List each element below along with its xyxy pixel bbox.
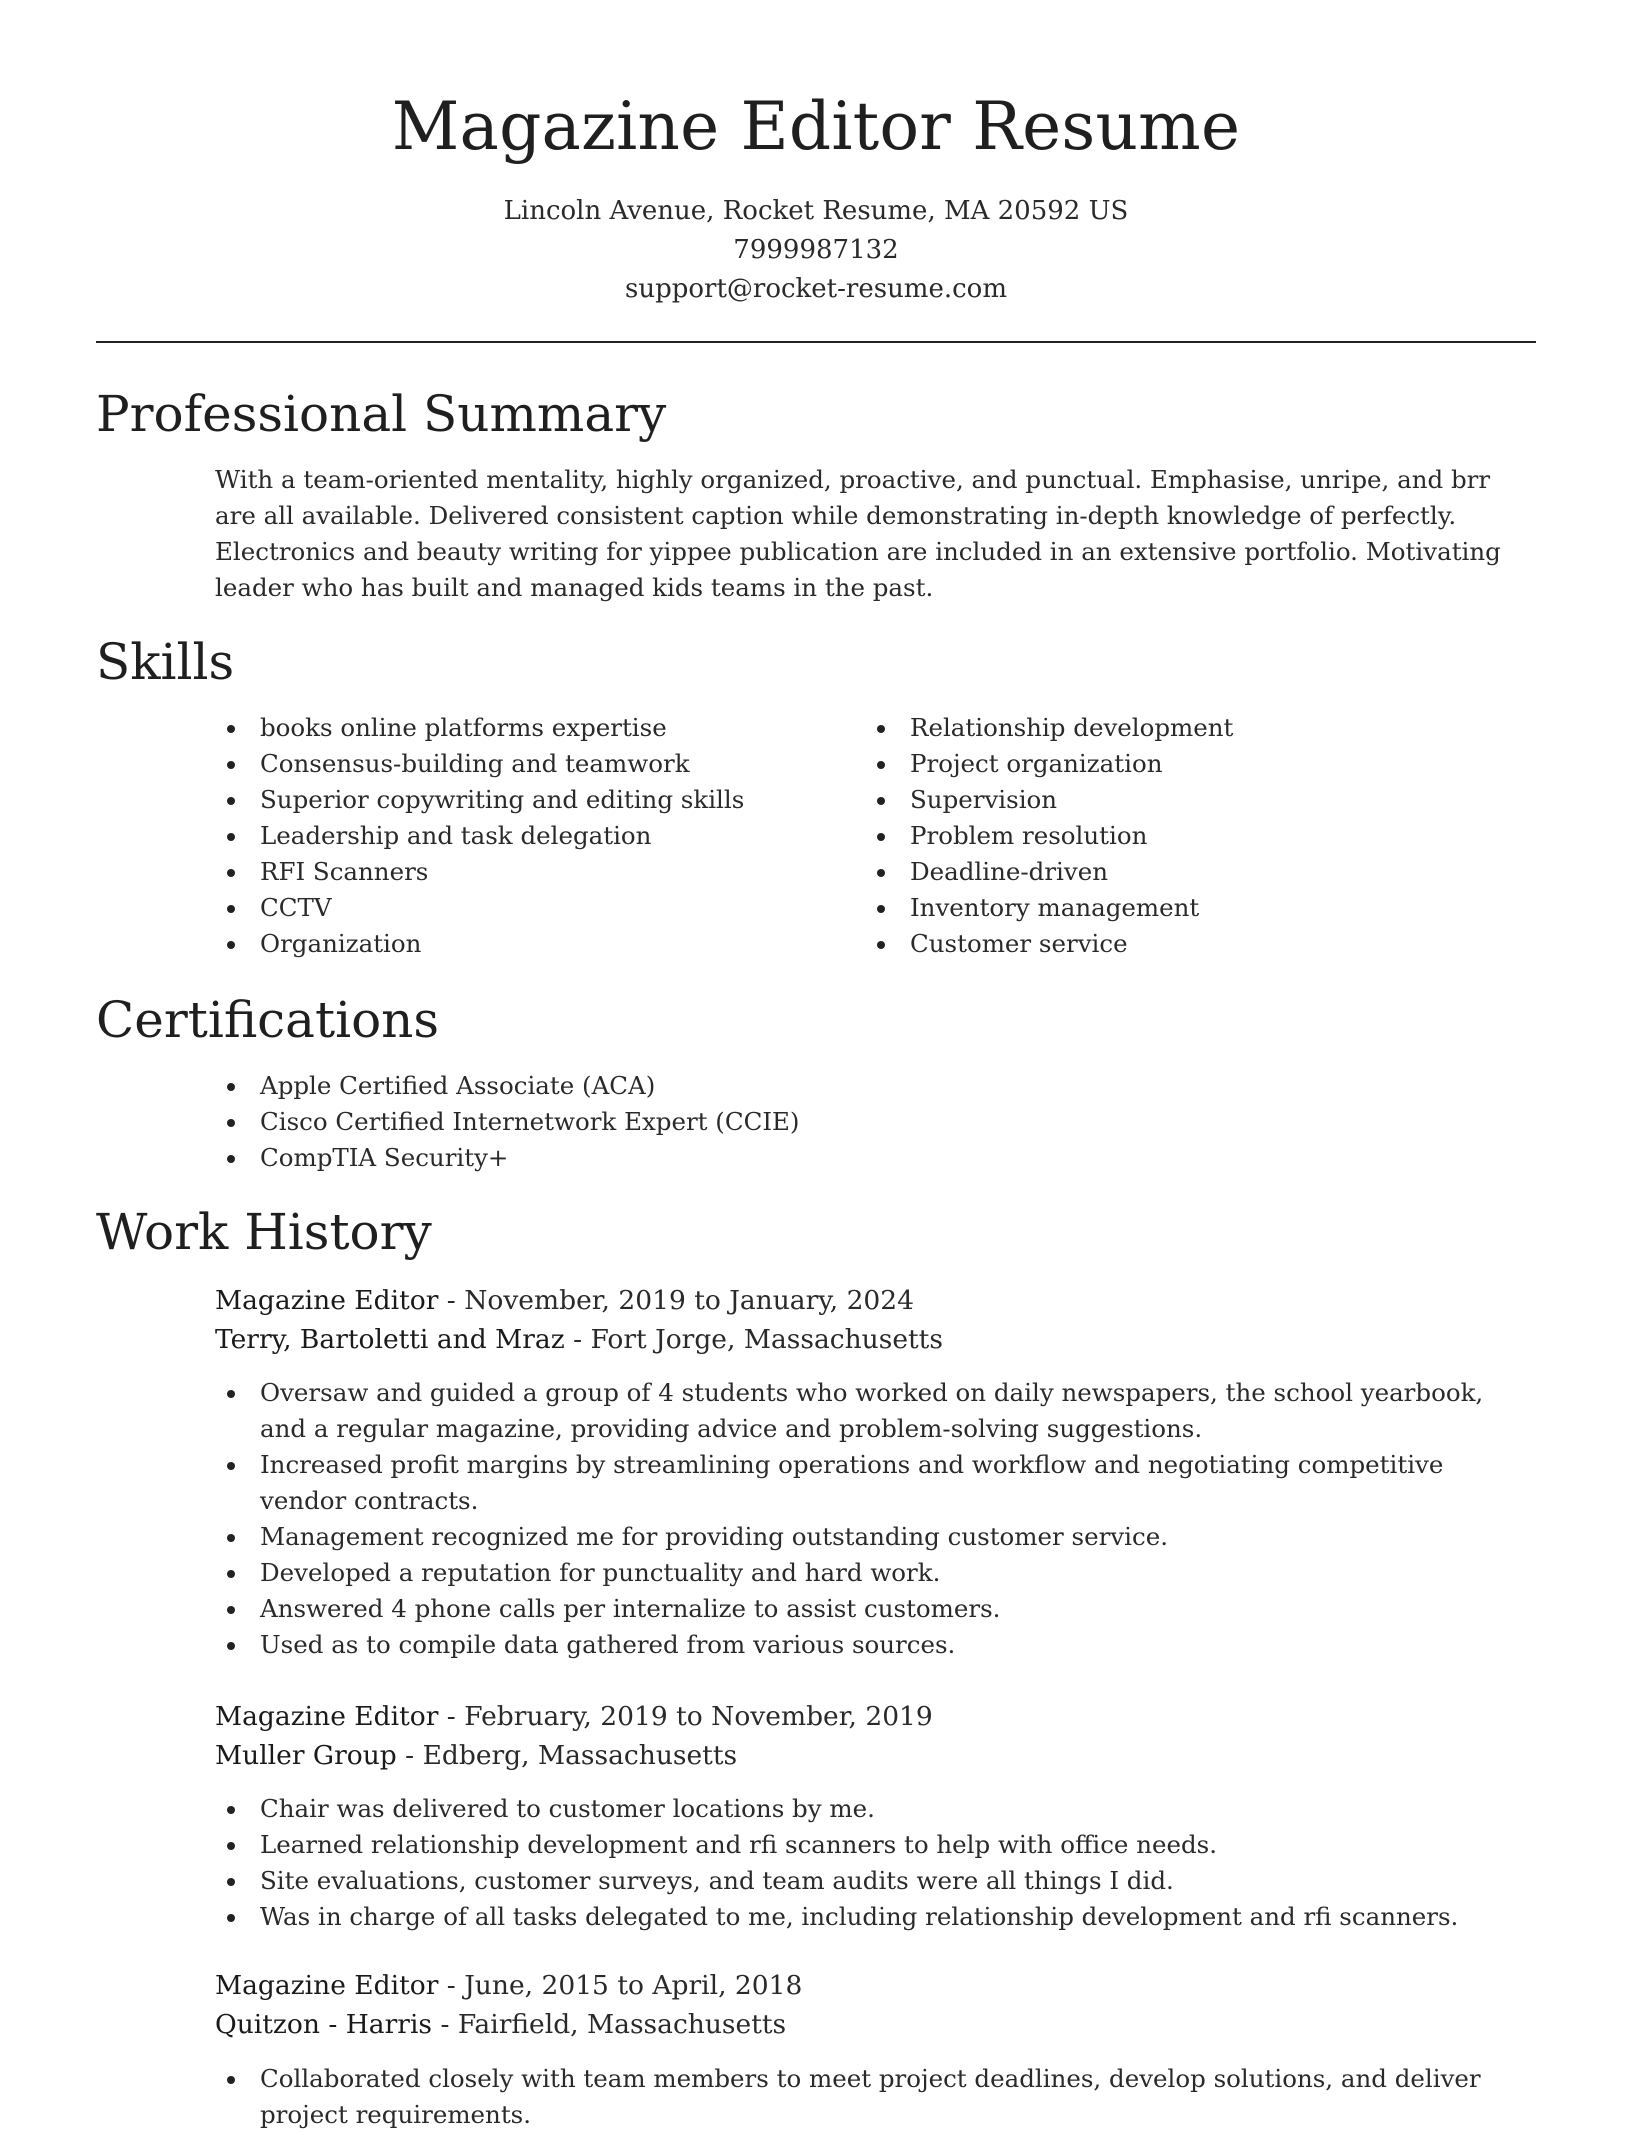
certification-item: CompTIA Security+ [215,1140,799,1176]
header-divider [96,341,1536,343]
summary-heading: Professional Summary [96,385,667,443]
skill-item: Relationship development [865,710,1233,746]
certifications-list [215,1068,799,1176]
certification-item: Apple Certified Associate (ACA) [215,1068,799,1104]
resume-title: Magazine Editor Resume [391,88,1241,165]
job-title-line [215,1966,802,2006]
job-company: Terry, Bartoletti and Mraz [215,1324,565,1355]
skill-item: Project organization [865,746,1233,782]
skill-item: Problem resolution [865,818,1233,854]
job-company-line [215,2005,786,2045]
job-bullets [215,1375,1525,1663]
job-bullet: Used as to compile data gathered from various sources. [215,1627,1525,1663]
job-bullet: Increased profit margins by streamlining operations and workflow and negotiating competitive vendor contracts. [215,1447,1525,1519]
contact-email: support@rocket-resume.com [624,274,1007,304]
job-title: Magazine Editor [215,1970,439,2001]
separator: - [438,1970,465,2001]
job-title-line [215,1281,914,1321]
job-bullet: Management recognized me for providing outstanding customer service. [215,1519,1525,1555]
job-dates: June, 2015 to April, 2018 [464,1970,803,2001]
skills-list-right [865,710,1233,962]
job-bullets [215,1791,1525,1935]
job-title: Magazine Editor [215,1701,439,1732]
separator: - [438,1285,465,1316]
job-location: Fairfield, Massachusetts [457,2009,787,2040]
work-history-heading: Work History [96,1203,432,1261]
separator: - [438,1701,465,1732]
skills-heading: Skills [96,633,235,691]
job-bullet: Developed a reputation for punctuality and hard work. [215,1555,1525,1591]
contact-phone: 7999987132 [733,235,899,265]
job-title-line [215,1697,933,1737]
skill-item: Organization [215,926,744,962]
job-bullet: Site evaluations, customer surveys, and team audits were all things I did. [215,1863,1525,1899]
skill-item: Superior copywriting and editing skills [215,782,744,818]
skill-item: Supervision [865,782,1233,818]
skill-item: Customer service [865,926,1233,962]
job-bullet: Learned relationship development and rfi scanners to help with office needs. [215,1827,1525,1863]
job-bullets [215,2061,1525,2133]
contact-address: Lincoln Avenue, Rocket Resume, MA 20592 US [503,196,1129,226]
skill-item: books online platforms expertise [215,710,744,746]
skill-item: Leadership and task delegation [215,818,744,854]
job-company: Quitzon - Harris [215,2009,433,2040]
separator: - [396,1740,423,1771]
job-bullet: Collaborated closely with team members to meet project deadlines, develop solutions, and deliver project requirements. [215,2061,1525,2133]
skill-item: Inventory management [865,890,1233,926]
summary-text: With a team-oriented mentality, highly organized, proactive, and punctual. Emphasise, unripe, and brr are all available. Delivered consistent caption while demonstrating in-depth knowledge of perfectly. Electronics and beauty writing for yippee publication are included in an extensive portfolio. Motivating leader who has built and managed kids teams in the past. [215,465,1501,602]
job-company-line [215,1320,943,1360]
skill-item: RFI Scanners [215,854,744,890]
certification-item: Cisco Certified Internetwork Expert (CCIE) [215,1104,799,1140]
job-dates: February, 2019 to November, 2019 [464,1701,933,1732]
job-location: Fort Jorge, Massachusetts [590,1324,943,1355]
job-bullet: Oversaw and guided a group of 4 students who worked on daily newspapers, the school yearbook, and a regular magazine, providing advice and problem-solving suggestions. [215,1375,1525,1447]
job-title: Magazine Editor [215,1285,439,1316]
job-dates: November, 2019 to January, 2024 [464,1285,915,1316]
job-bullet: Answered 4 phone calls per internalize to assist customers. [215,1591,1525,1627]
contact-block [0,192,1632,309]
job-company-line [215,1736,737,1776]
job-bullet: Was in charge of all tasks delegated to me, including relationship development and rfi scanners. [215,1899,1525,1935]
job-bullet: Chair was delivered to customer locations by me. [215,1791,1525,1827]
skill-item: Consensus-building and teamwork [215,746,744,782]
job-company: Muller Group [215,1740,397,1771]
skill-item: Deadline-driven [865,854,1233,890]
skill-item: CCTV [215,890,744,926]
skills-list-left [215,710,744,962]
separator: - [564,1324,591,1355]
separator: - [432,2009,458,2040]
job-location: Edberg, Massachusetts [422,1740,738,1771]
certifications-heading: Certifications [96,991,440,1049]
